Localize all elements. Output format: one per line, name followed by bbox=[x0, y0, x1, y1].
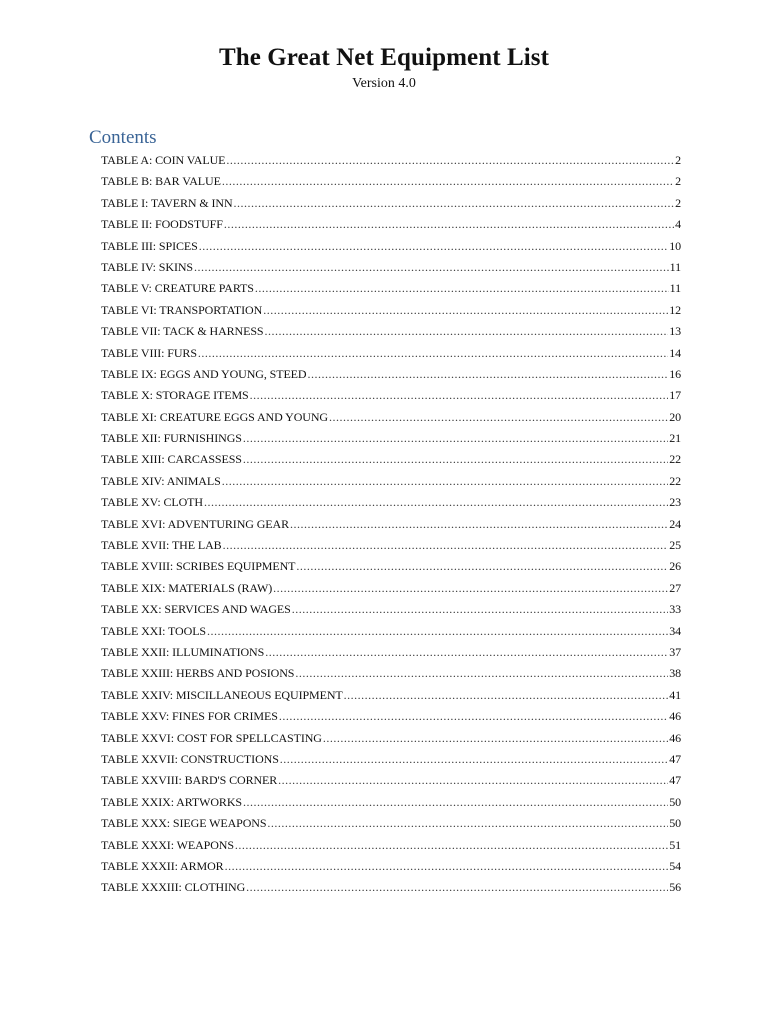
toc-page-number: 21 bbox=[669, 431, 681, 446]
toc-page-number: 26 bbox=[669, 559, 681, 574]
toc-page-number: 51 bbox=[669, 837, 681, 852]
toc-page-number: 50 bbox=[669, 816, 681, 831]
toc-entry-label: TABLE XXVIII: BARD'S CORNER bbox=[101, 773, 278, 788]
toc-page-number: 37 bbox=[669, 644, 681, 659]
toc-entry[interactable] bbox=[101, 236, 681, 257]
toc-dot-leader bbox=[264, 321, 668, 342]
toc-entry[interactable] bbox=[101, 877, 681, 898]
toc-dot-leader bbox=[250, 385, 669, 406]
toc-entry[interactable] bbox=[101, 449, 681, 470]
toc-entry[interactable] bbox=[101, 471, 681, 492]
toc-entry[interactable] bbox=[101, 407, 681, 428]
toc-page-number: 14 bbox=[669, 345, 681, 360]
toc-entry[interactable] bbox=[101, 364, 681, 385]
toc-entry[interactable] bbox=[101, 278, 681, 299]
toc-entry[interactable] bbox=[101, 556, 681, 577]
toc-entry[interactable] bbox=[101, 193, 681, 214]
toc-entry[interactable] bbox=[101, 706, 681, 727]
toc-page-number: 38 bbox=[669, 666, 681, 681]
toc-entry-label: TABLE X: STORAGE ITEMS bbox=[101, 388, 249, 403]
toc-entry[interactable] bbox=[101, 300, 681, 321]
toc-dot-leader bbox=[246, 877, 668, 898]
toc-dot-leader bbox=[290, 514, 668, 535]
toc-page-number: 4 bbox=[675, 217, 681, 232]
toc-page-number: 34 bbox=[669, 623, 681, 638]
toc-page-number: 33 bbox=[669, 602, 681, 617]
toc-entry[interactable] bbox=[101, 514, 681, 535]
toc-entry-label: TABLE V: CREATURE PARTS bbox=[101, 281, 254, 296]
toc-entry[interactable] bbox=[101, 492, 681, 513]
toc-dot-leader bbox=[344, 685, 669, 706]
toc-entry-label: TABLE XVII: THE LAB bbox=[101, 538, 222, 553]
toc-page-number: 47 bbox=[669, 751, 681, 766]
toc-entry[interactable] bbox=[101, 856, 681, 877]
toc-entry-label: TABLE XXXII: ARMOR bbox=[101, 858, 224, 873]
document-version: Version 4.0 bbox=[352, 76, 416, 91]
toc-entry-label: TABLE XXXIII: CLOTHING bbox=[101, 880, 246, 895]
toc-entry-label: TABLE XIII: CARCASSESS bbox=[101, 452, 242, 467]
toc-entry-label: TABLE XXXI: WEAPONS bbox=[101, 837, 234, 852]
toc-page-number: 23 bbox=[669, 495, 681, 510]
toc-dot-leader bbox=[207, 621, 668, 642]
toc-entry-label: TABLE XVI: ADVENTURING GEAR bbox=[101, 516, 289, 531]
toc-entry[interactable] bbox=[101, 171, 681, 192]
toc-page-number: 56 bbox=[669, 880, 681, 895]
toc-entry-label: TABLE XXX: SIEGE WEAPONS bbox=[101, 816, 267, 831]
toc-entry[interactable] bbox=[101, 343, 681, 364]
toc-entry-label: TABLE VI: TRANSPORTATION bbox=[101, 302, 263, 317]
toc-dot-leader bbox=[273, 578, 668, 599]
toc-entry-label: TABLE VIII: FURS bbox=[101, 345, 197, 360]
toc-entry[interactable] bbox=[101, 621, 681, 642]
toc-entry-label: TABLE I: TAVERN & INN bbox=[101, 195, 233, 210]
toc-entry[interactable] bbox=[101, 257, 681, 278]
toc-entry[interactable] bbox=[101, 578, 681, 599]
toc-dot-leader bbox=[279, 706, 668, 727]
toc-page-number: 17 bbox=[669, 388, 681, 403]
toc-page-number: 47 bbox=[669, 773, 681, 788]
toc-dot-leader bbox=[296, 556, 668, 577]
toc-entry[interactable] bbox=[101, 535, 681, 556]
toc-entry-label: TABLE XI: CREATURE EGGS AND YOUNG bbox=[101, 409, 328, 424]
toc-entry[interactable] bbox=[101, 321, 681, 342]
toc-heading: Contents bbox=[89, 127, 157, 148]
toc-entry-label: TABLE II: FOODSTUFF bbox=[101, 217, 223, 232]
toc-page-number: 25 bbox=[669, 538, 681, 553]
toc-entry-label: TABLE XXVI: COST FOR SPELLCASTING bbox=[101, 730, 322, 745]
toc-dot-leader bbox=[222, 171, 674, 192]
toc-entry-label: TABLE XXVII: CONSTRUCTIONS bbox=[101, 751, 279, 766]
toc-entry-label: TABLE XIX: MATERIALS (RAW) bbox=[101, 580, 273, 595]
toc-dot-leader bbox=[267, 813, 668, 834]
toc-page-number: 22 bbox=[669, 473, 681, 488]
toc-page-number: 11 bbox=[669, 259, 681, 274]
toc-page-number: 16 bbox=[669, 366, 681, 381]
toc-dot-leader bbox=[234, 193, 675, 214]
toc-entry-label: TABLE XIV: ANIMALS bbox=[101, 473, 221, 488]
toc-entry[interactable] bbox=[101, 728, 681, 749]
toc-page-number: 11 bbox=[669, 281, 681, 296]
toc-entry[interactable] bbox=[101, 685, 681, 706]
toc-dot-leader bbox=[199, 236, 669, 257]
toc-entry[interactable] bbox=[101, 599, 681, 620]
toc-dot-leader bbox=[243, 792, 668, 813]
toc-page-number: 10 bbox=[669, 238, 681, 253]
document-title: The Great Net Equipment List bbox=[218, 44, 550, 71]
toc-entry[interactable] bbox=[101, 428, 681, 449]
table-of-contents bbox=[101, 150, 681, 899]
toc-dot-leader bbox=[235, 835, 668, 856]
toc-entry[interactable] bbox=[101, 835, 681, 856]
toc-entry[interactable] bbox=[101, 770, 681, 791]
toc-entry-label: TABLE XXIV: MISCILLANEOUS EQUIPMENT bbox=[101, 687, 343, 702]
toc-dot-leader bbox=[223, 535, 669, 556]
toc-entry-label: TABLE IX: EGGS AND YOUNG, STEED bbox=[101, 366, 307, 381]
toc-dot-leader bbox=[194, 257, 669, 278]
toc-entry-label: TABLE XXIII: HERBS AND POSIONS bbox=[101, 666, 295, 681]
toc-dot-leader bbox=[265, 642, 668, 663]
toc-page-number: 24 bbox=[669, 516, 681, 531]
toc-page-number: 41 bbox=[669, 687, 681, 702]
toc-dot-leader bbox=[243, 449, 668, 470]
toc-entry-label: TABLE XXII: ILLUMINATIONS bbox=[101, 644, 265, 659]
toc-entry[interactable] bbox=[101, 792, 681, 813]
toc-dot-leader bbox=[225, 856, 669, 877]
toc-dot-leader bbox=[295, 663, 668, 684]
toc-page-number: 27 bbox=[669, 580, 681, 595]
toc-page-number: 13 bbox=[669, 324, 681, 339]
toc-entry-label: TABLE VII: TACK & HARNESS bbox=[101, 324, 264, 339]
toc-dot-leader bbox=[329, 407, 668, 428]
toc-dot-leader bbox=[222, 471, 669, 492]
toc-dot-leader bbox=[323, 728, 668, 749]
toc-entry[interactable] bbox=[101, 150, 681, 171]
toc-dot-leader bbox=[278, 770, 668, 791]
toc-page-number: 46 bbox=[669, 709, 681, 724]
toc-entry-label: TABLE XXI: TOOLS bbox=[101, 623, 206, 638]
toc-entry-label: TABLE XVIII: SCRIBES EQUIPMENT bbox=[101, 559, 296, 574]
toc-entry-label: TABLE XXIX: ARTWORKS bbox=[101, 794, 242, 809]
toc-entry[interactable] bbox=[101, 663, 681, 684]
toc-dot-leader bbox=[198, 343, 668, 364]
toc-page-number: 50 bbox=[669, 794, 681, 809]
toc-dot-leader bbox=[280, 749, 668, 770]
toc-dot-leader bbox=[292, 599, 668, 620]
toc-entry-label: TABLE XII: FURNISHINGS bbox=[101, 431, 242, 446]
toc-page-number: 20 bbox=[669, 409, 681, 424]
toc-page-number: 2 bbox=[675, 195, 681, 210]
toc-entry-label: TABLE XXV: FINES FOR CRIMES bbox=[101, 709, 278, 724]
toc-page-number: 46 bbox=[669, 730, 681, 745]
toc-page-number: 2 bbox=[675, 174, 681, 189]
toc-dot-leader bbox=[204, 492, 668, 513]
toc-dot-leader bbox=[307, 364, 668, 385]
toc-entry[interactable] bbox=[101, 813, 681, 834]
toc-entry-label: TABLE A: COIN VALUE bbox=[101, 153, 226, 167]
toc-entry-label: TABLE B: BAR VALUE bbox=[101, 174, 221, 189]
toc-page-number: 22 bbox=[669, 452, 681, 467]
toc-entry[interactable] bbox=[101, 642, 681, 663]
toc-dot-leader bbox=[226, 150, 674, 171]
toc-entry[interactable] bbox=[101, 749, 681, 770]
toc-page-number: 54 bbox=[669, 858, 681, 873]
toc-page-number: 12 bbox=[669, 302, 681, 317]
toc-entry[interactable] bbox=[101, 385, 681, 406]
toc-page-number: 2 bbox=[675, 153, 681, 167]
toc-dot-leader bbox=[224, 214, 674, 235]
toc-entry[interactable] bbox=[101, 214, 681, 235]
toc-dot-leader bbox=[243, 428, 668, 449]
toc-entry-label: TABLE III: SPICES bbox=[101, 238, 198, 253]
toc-dot-leader bbox=[255, 278, 669, 299]
toc-entry-label: TABLE IV: SKINS bbox=[101, 259, 193, 274]
toc-entry-label: TABLE XX: SERVICES AND WAGES bbox=[101, 602, 291, 617]
toc-entry-label: TABLE XV: CLOTH bbox=[101, 495, 203, 510]
toc-dot-leader bbox=[263, 300, 668, 321]
